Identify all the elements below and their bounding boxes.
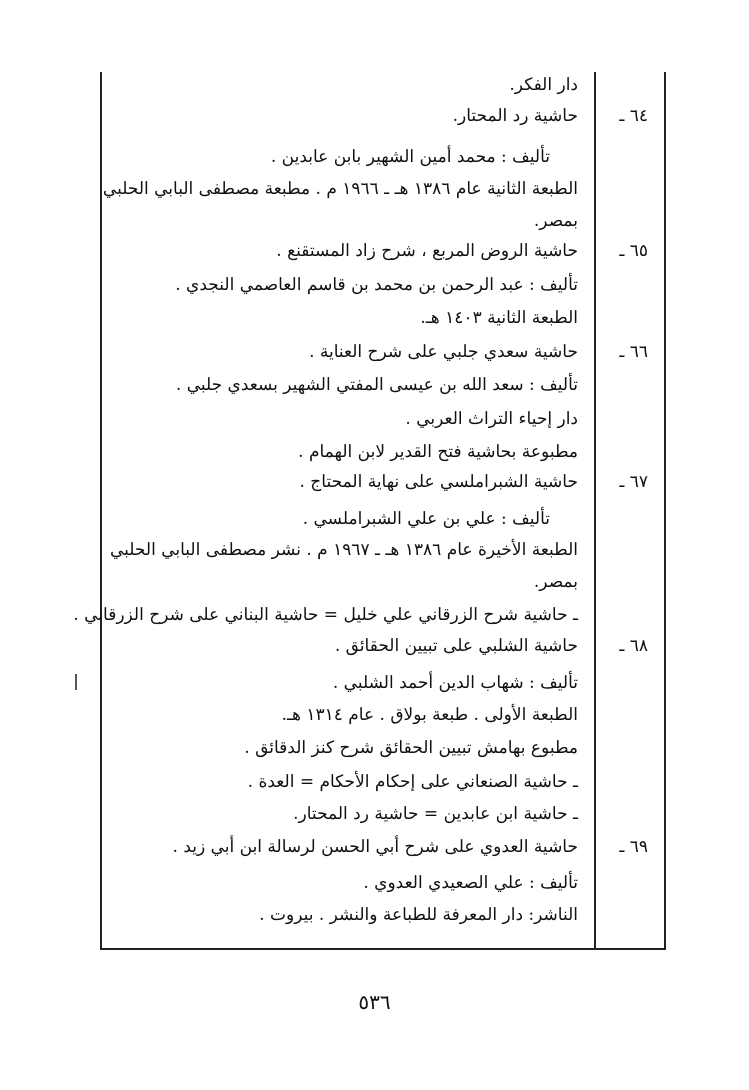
entry-title: حاشية الشلبي على تبيين الحقائق . [334,636,578,656]
page-number: ٥٣٦ [358,990,391,1014]
entry-publisher: الناشر: دار المعرفة للطباعة والنشر . بيروت . [259,905,578,925]
entry-line: بمصر. [533,211,578,231]
entry-title: حاشية سعدي جلبي على شرح العناية . [309,342,578,362]
entry-line: دار الفكر. [509,75,578,95]
entry-edition: الطبعة الأولى . طبعة بولاق . عام ١٣١٤ هـ. [281,705,578,725]
entry-author: تأليف : عبد الرحمن بن محمد بن قاسم العاصمي النجدي . [175,275,578,295]
entry-number: ٦٥ ـ [619,241,648,261]
entry-author: تأليف : سعد الله بن عيسى المفتي الشهير بسعدي جلبي . [175,375,578,395]
entry-author: تأليف : محمد أمين الشهير بابن عابدين . [270,147,550,167]
entry-note: مطبوعة بحاشية فتح القدير لابن الهمام . [298,442,578,462]
entry-number: ٦٨ ـ [619,636,648,656]
bibliography-frame [73,72,666,950]
cross-reference: ـ حاشية شرح الزرقاني علي خليل = حاشية البناني على شرح الزرقاني . [73,605,578,625]
entry-number: ٦٤ ـ [619,106,648,126]
entry-edition: الطبعة الأخيرة عام ١٣٨٦ هـ ـ ١٩٦٧ م . نشر مصطفى البابي الحلبي [109,540,578,560]
entry-note: مطبوع بهامش تبيين الحقائق شرح كنز الدقائق . [244,738,578,758]
margin-mark [75,674,77,690]
entry-edition: الطبعة الثانية عام ١٣٨٦ هـ ـ ١٩٦٦ م . مطبعة مصطفى البابي الحلبي [102,179,578,199]
entry-title: حاشية رد المحتار. [452,106,578,126]
entry-author: تأليف : علي بن علي الشبراملسي . [302,509,550,529]
entry-title: حاشية الروض المربع ، شرح زاد المستقنع . [276,241,578,261]
bibliography-entries [73,72,666,950]
entry-number: ٦٦ ـ [619,342,648,362]
entry-author: تأليف : علي الصعيدي العدوي . [363,873,578,893]
entry-number: ٦٩ ـ [619,837,648,857]
entry-author: تأليف : شهاب الدين أحمد الشلبي . [332,673,578,693]
entry-edition: الطبعة الثانية ١٤٠٣ هـ. [420,308,578,328]
entry-line: بمصر. [533,572,578,592]
entry-number: ٦٧ ـ [619,472,648,492]
entry-publisher: دار إحياء التراث العربي . [405,409,578,429]
cross-reference: ـ حاشية ابن عابدين = حاشية رد المحتار. [293,804,578,824]
entry-title: حاشية الشبراملسي على نهاية المحتاج . [299,472,578,492]
cross-reference: ـ حاشية الصنعاني على إحكام الأحكام = العدة . [247,772,578,792]
entry-title: حاشية العدوي على شرح أبي الحسن لرسالة ابن أبي زيد . [172,837,578,857]
